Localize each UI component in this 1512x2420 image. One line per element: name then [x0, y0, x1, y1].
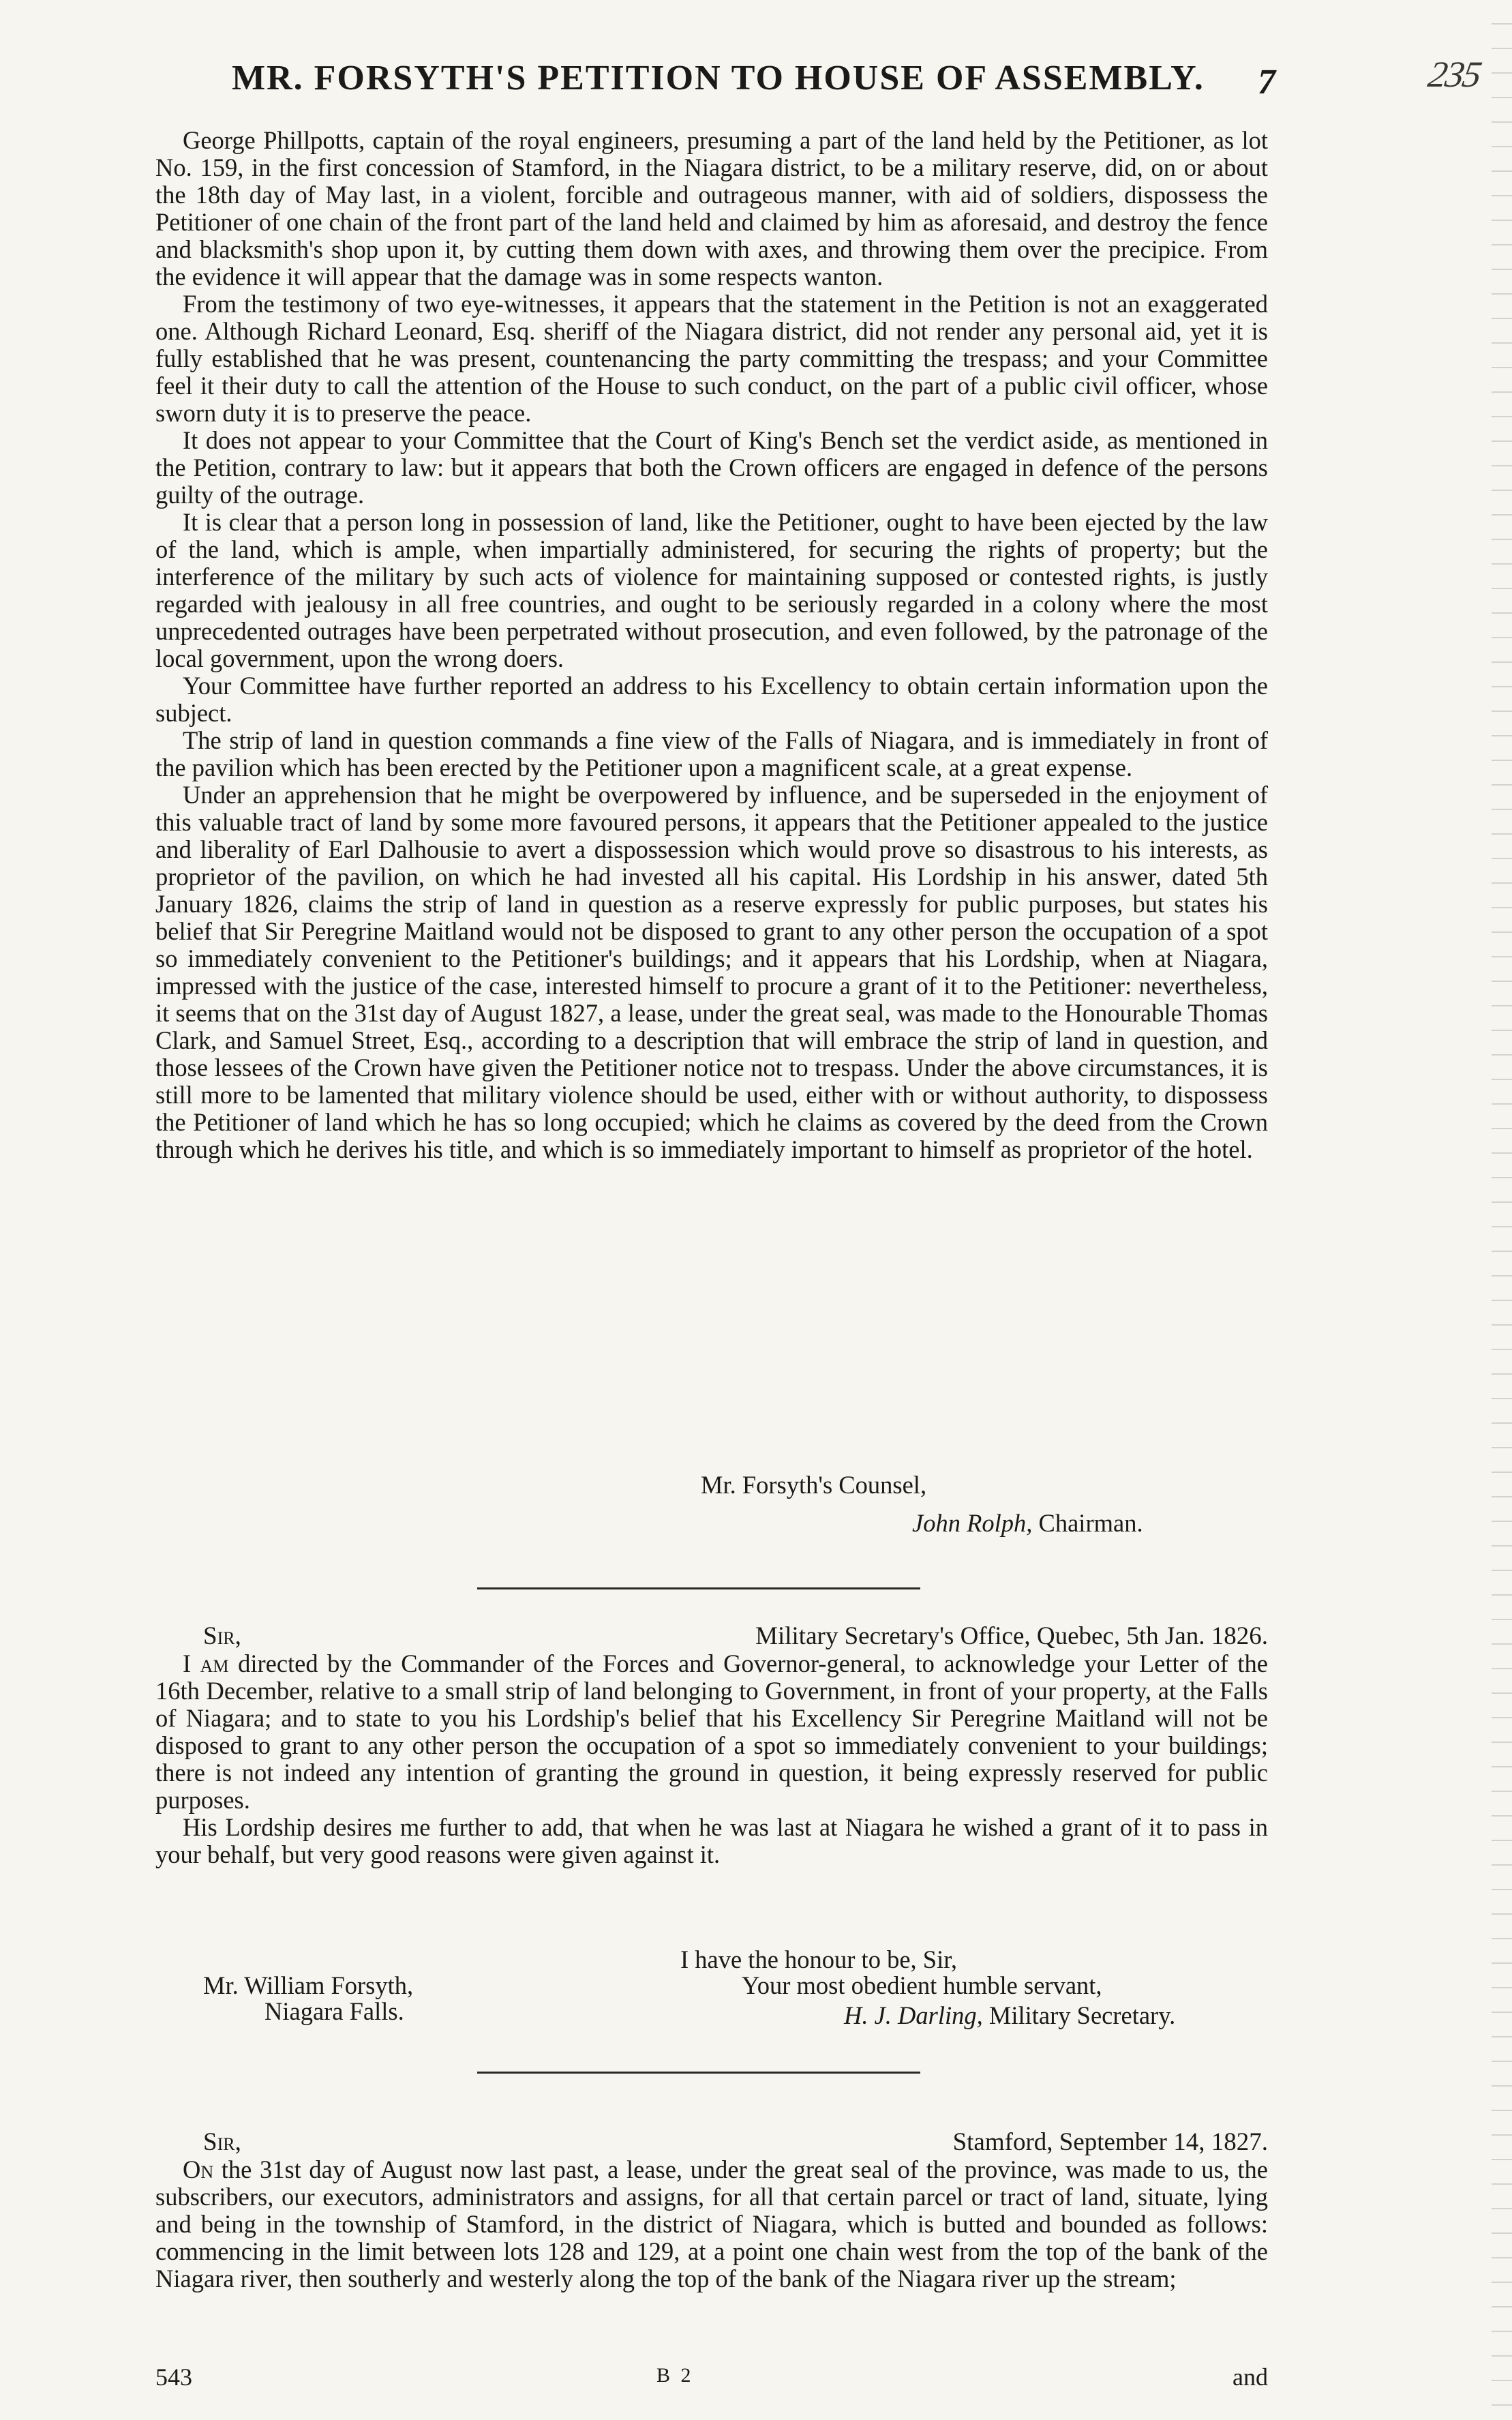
letter2-place-date: Stamford, September 14, 1827.	[952, 2128, 1268, 2156]
committee-report	[155, 127, 1268, 1163]
report-paragraph: Your Committee have further reported an address to his Excellency to obtain certain information upon the subject.	[155, 672, 1268, 727]
signer-name: H. J. Darling,	[844, 2001, 983, 2029]
letter1-body	[155, 1650, 1268, 1868]
letter1-place-date: Military Secretary's Office, Quebec, 5th Jan. 1826.	[755, 1622, 1268, 1650]
closing-line: I have the honour to be, Sir,	[680, 1945, 958, 1973]
letter1-paragraph-text: directed by the Commander of the Forces and Governor-general, to acknowledge your Letter of the 16th December, relative to a small strip of land belonging to Government, in front of your property, at the Falls of Niagara; and to state to you his Lordship's belief that his Excellency Sir Peregrine Maitland will not be disposed to grant to any other person the occupation of a spot so immediately convenient to your buildings; there is not indeed any intention of granting the ground in question, it being expressly reserved for public purposes.	[155, 1649, 1268, 1814]
report-paragraph: From the testimony of two eye-witnesses, it appears that the statement in the Petition is not an exaggerated one. Although Richard Leonard, Esq. sheriff of the Niagara district, did not render any personal aid, yet it is fully established that he was present, countenancing the party committing the trespass; and your Committee feel it their duty to call the attention of the House to such conduct, on the part of a public civil officer, whose sworn duty it is to preserve the peace.	[155, 290, 1268, 427]
chairman-name: John Rolph,	[912, 1509, 1033, 1537]
chairman-title: Chairman.	[1038, 1509, 1143, 1537]
page-number: 7	[1258, 63, 1275, 102]
chairman-line	[912, 1504, 1143, 1542]
letter2-opening-word: On	[183, 2155, 214, 2183]
signer-title: Military Secretary.	[988, 2001, 1176, 2029]
letter2-paragraph-text: the 31st day of August now last past, a lease, under the great seal of the province, was made to us, the subscribers, our executors, administrators and assigns, for all that certain parcel or tract of land, situate, lying and being in the township of Stamford, in the district of Niagara, which is butted and bounded as follows: commencing in the limit between lots 128 and 129, at a point one chain west from the top of the bank of the Niagara river, then southerly and westerly along the top of the bank of the Niagara river up the stream;	[155, 2155, 1268, 2292]
report-paragraph: It is clear that a person long in possession of land, like the Petitioner, ought to have been ejected by the law of the land, which is ample, when impartially administered, for securing the rights of property; but the interference of the military by such acts of violence for maintaining supposed or contested rights, is justly regarded with jealousy in all free countries, and ought to be seriously regarded in a colony where the most unprecedented outrages have been perpetrated without prosecution, and even followed, by the patronage of the local government, upon the wrong doers.	[155, 508, 1268, 672]
letter1-opening-word: I am	[183, 1649, 229, 1677]
signer-line	[844, 2003, 1175, 2029]
letter1-paragraph	[155, 1650, 1268, 1814]
report-paragraph: Under an apprehension that he might be overpowered by influence, and be superseded in the enjoyment of this valuable tract of land by some more favoured persons, it appears that the Petitioner appealed to the justice and liberality of Earl Dalhousie to avert a dispossession which would prove so disastrous to his interests, as proprietor of the pavilion, on which he had invested all his capital. His Lordship in his answer, dated 5th January 1826, claims the strip of land in question as a reserve expressly for public purposes, but states his belief that Sir Peregrine Maitland would not be disposed to grant to any other person the occupation of a spot so immediately convenient to the Petitioner's buildings; and it appears that his Lordship, when at Niagara, impressed with the justice of the case, interested himself to procure a grant of it to the Petitioner: nevertheless, it seems that on the 31st day of August 1827, a lease, under the great seal, was made to the Honourable Thomas Clark, and Samuel Street, Esq., according to a description that will embrace the strip of land in question, and those lessees of the Crown have given the Petitioner notice not to trespass. Under the above circumstances, it is still more to be lamented that military violence should be used, either with or without authority, to dispossess the Petitioner of land which he has so long occupied; which he claims as covered by the deed from the Crown through which he derives his title, and which is so immediately important to himself as proprietor of the hotel.	[155, 781, 1268, 1163]
counsel-line: Mr. Forsyth's Counsel,	[701, 1471, 927, 1499]
letter2-paragraph	[155, 2156, 1268, 2292]
report-paragraph: The strip of land in question commands a fine view of the Falls of Niagara, and is immediately in front of the pavilion which has been erected by the Petitioner upon a magnificent scale, at a great expense.	[155, 726, 1268, 781]
signature-mark: B 2	[656, 2364, 694, 2387]
catchword: and	[1233, 2363, 1268, 2391]
addressee-name: Mr. William Forsyth,	[203, 1971, 414, 1999]
page-header	[157, 58, 1316, 113]
report-paragraph: George Phillpotts, captain of the royal engineers, presuming a part of the land held by the Petitioner, as lot No. 159, in the first concession of Stamford, in the Niagara district, to be a military reserve, did, on or about the 18th day of May last, in a violent, forcible and outrageous manner, with aid of soldiers, dispossess the Petitioner of one chain of the front part of the land held and claimed by him as aforesaid, and destroy the fence and blacksmith's shop upon it, by cutting them down with axes, and throwing them over the precipice. From the evidence it will appear that the damage was in some respects wanton.	[155, 126, 1268, 290]
letter2-body	[155, 2156, 1268, 2292]
section-divider	[477, 1587, 920, 1589]
section-divider	[477, 2072, 920, 2074]
closing-line-2: Your most obedient humble servant,	[742, 1971, 1102, 1999]
addressee-place: Niagara Falls.	[264, 1997, 404, 2025]
report-paragraph: It does not appear to your Committee that the Court of King's Bench set the verdict aside, as mentioned in the Petition, contrary to law: but it appears that both the Crown officers are engaged in defence of the persons guilty of the outrage.	[155, 426, 1268, 509]
letter2-salutation: Sir,	[203, 2128, 241, 2156]
folio-number: 235	[1425, 54, 1484, 95]
page-edge-texture	[1492, 0, 1512, 2420]
running-title: MR. FORSYTH'S PETITION TO HOUSE OF ASSEMBLY.	[232, 59, 1205, 98]
letter1-paragraph: His Lordship desires me further to add, that when he was last at Niagara he wished a grant of it to pass in your behalf, but very good reasons were given against it.	[155, 1813, 1268, 1868]
signature-number: 543	[155, 2363, 192, 2391]
letter1-salutation: Sir,	[203, 1622, 241, 1650]
